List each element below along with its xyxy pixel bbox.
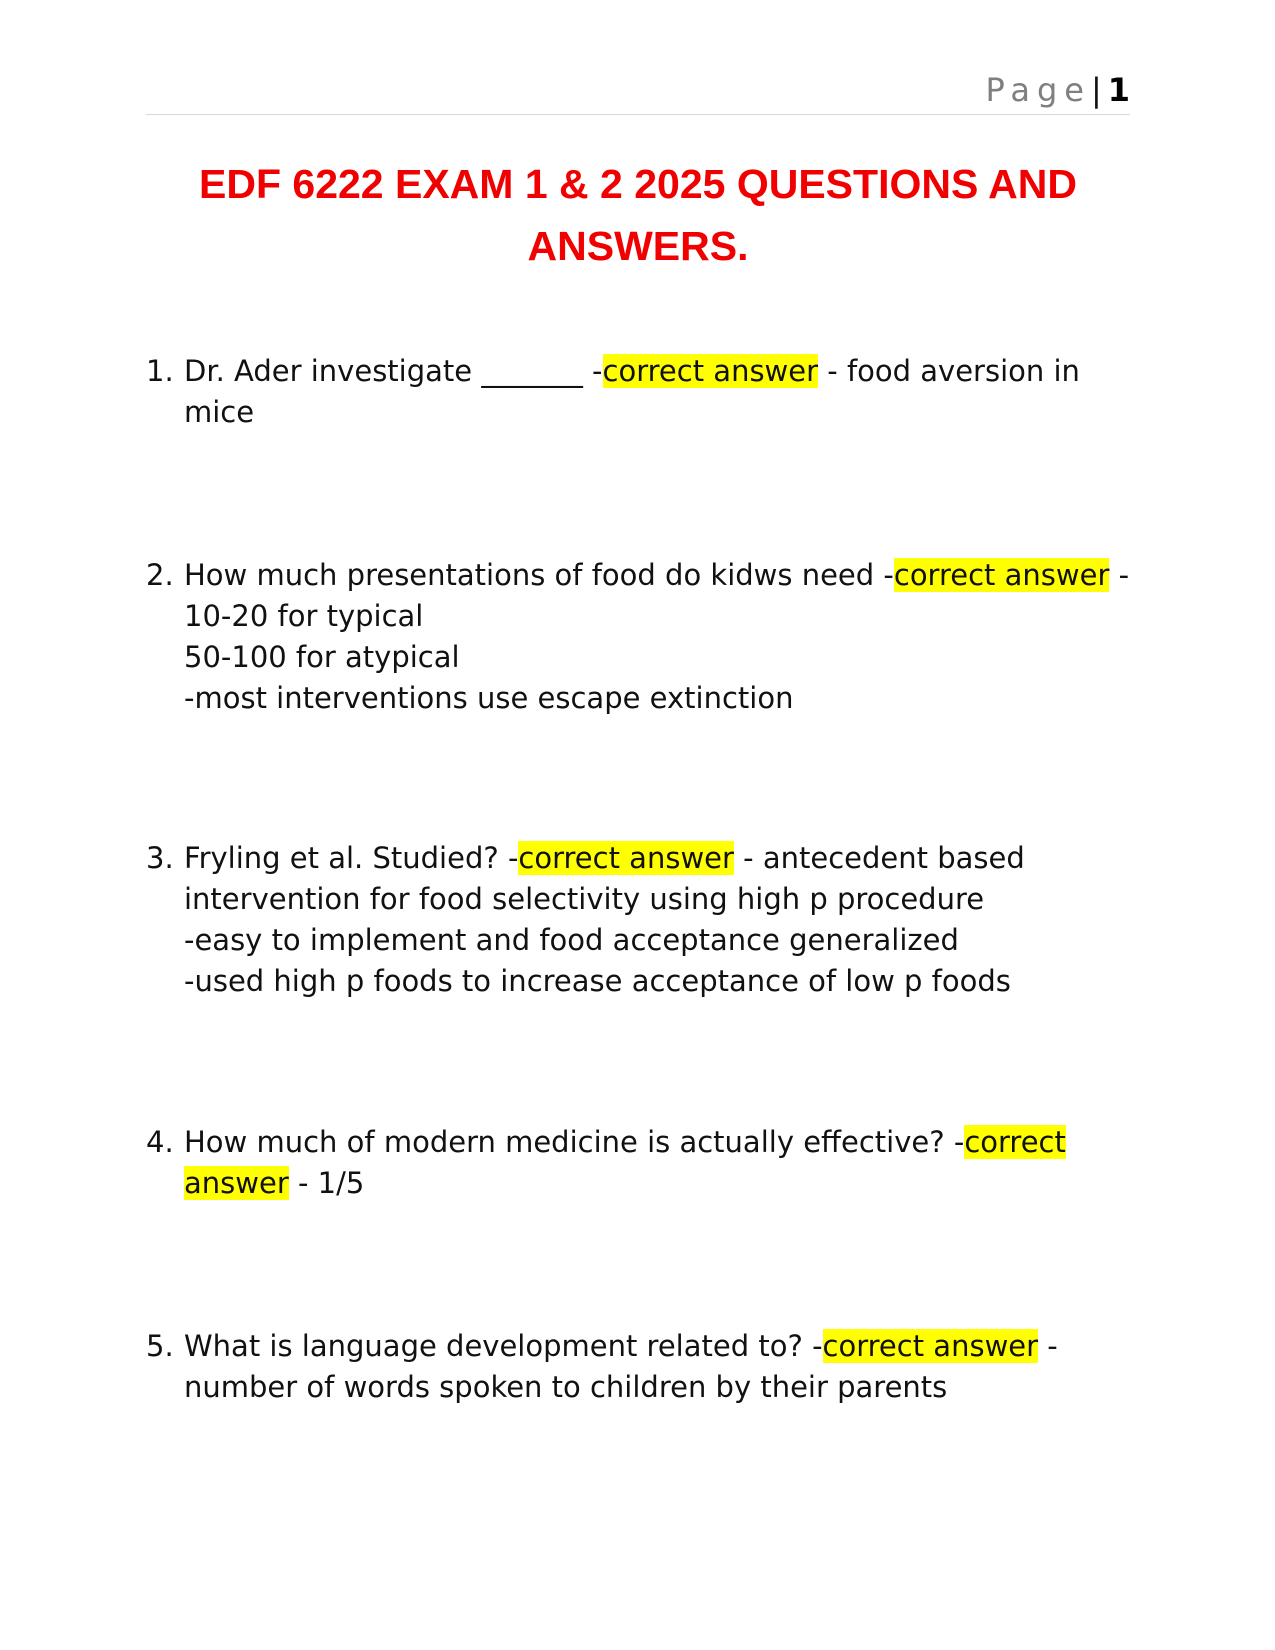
answer-line: -most interventions use escape extinction (184, 681, 794, 715)
correct-answer-highlight: correct answer (184, 1125, 1066, 1200)
question-number: 2. (146, 558, 174, 592)
page-word: Page (985, 71, 1091, 109)
question-text: Fryling et al. Studied? - (184, 841, 519, 875)
answer-line: 50-100 for atypical (184, 640, 460, 674)
page-header (146, 70, 1130, 115)
answer-text: number of words spoken to children by their parents (184, 1370, 948, 1404)
question-body (184, 838, 1136, 1002)
question-number: 1. (146, 354, 174, 388)
question-item-5 (146, 1326, 1136, 1408)
question-body (184, 1326, 1136, 1408)
correct-answer-highlight: correct answer (602, 354, 819, 388)
correct-answer-highlight: correct answer (822, 1329, 1039, 1363)
question-number: 5. (146, 1329, 174, 1363)
answer-text: 1/5 (317, 1166, 365, 1200)
question-body (184, 351, 1136, 433)
question-item-1 (146, 351, 1136, 433)
question-number: 3. (146, 841, 174, 875)
answer-text: food aversion in mice (184, 354, 1080, 429)
answer-separator: - (288, 1166, 318, 1200)
question-body (184, 555, 1136, 719)
question-item-4 (146, 1122, 1136, 1204)
answer-text: antecedent based intervention for food selectivity using high p procedure (184, 841, 1025, 916)
question-text: How much presentations of food do kidws need - (184, 558, 894, 592)
question-item-2 (146, 555, 1136, 719)
question-text: Dr. Ader investigate _______ - (184, 354, 603, 388)
correct-answer-highlight: correct answer (893, 558, 1110, 592)
question-text: How much of modern medicine is actually effective? - (184, 1125, 965, 1159)
answer-line: -used high p foods to increase acceptance of low p foods (184, 964, 1011, 998)
question-number: 4. (146, 1125, 174, 1159)
question-item-3 (146, 838, 1136, 1002)
page-number: 1 (1107, 71, 1130, 109)
answer-separator: - (1109, 558, 1130, 592)
correct-answer-highlight: correct answer (518, 841, 734, 875)
page-separator: | (1090, 71, 1102, 109)
answer-line: -easy to implement and food acceptance generalized (184, 923, 959, 957)
answer-separator: - (733, 841, 763, 875)
answer-separator: - (818, 354, 847, 388)
page-number-label (985, 72, 1130, 108)
document-title: EDF 6222 EXAM 1 & 2 2025 QUESTIONS AND ANSWERS. (199, 161, 1077, 269)
question-body (184, 1122, 1136, 1204)
question-text: What is language development related to? - (184, 1329, 823, 1363)
answer-separator: - (1038, 1329, 1058, 1363)
answer-text: 10-20 for typical (184, 599, 424, 633)
